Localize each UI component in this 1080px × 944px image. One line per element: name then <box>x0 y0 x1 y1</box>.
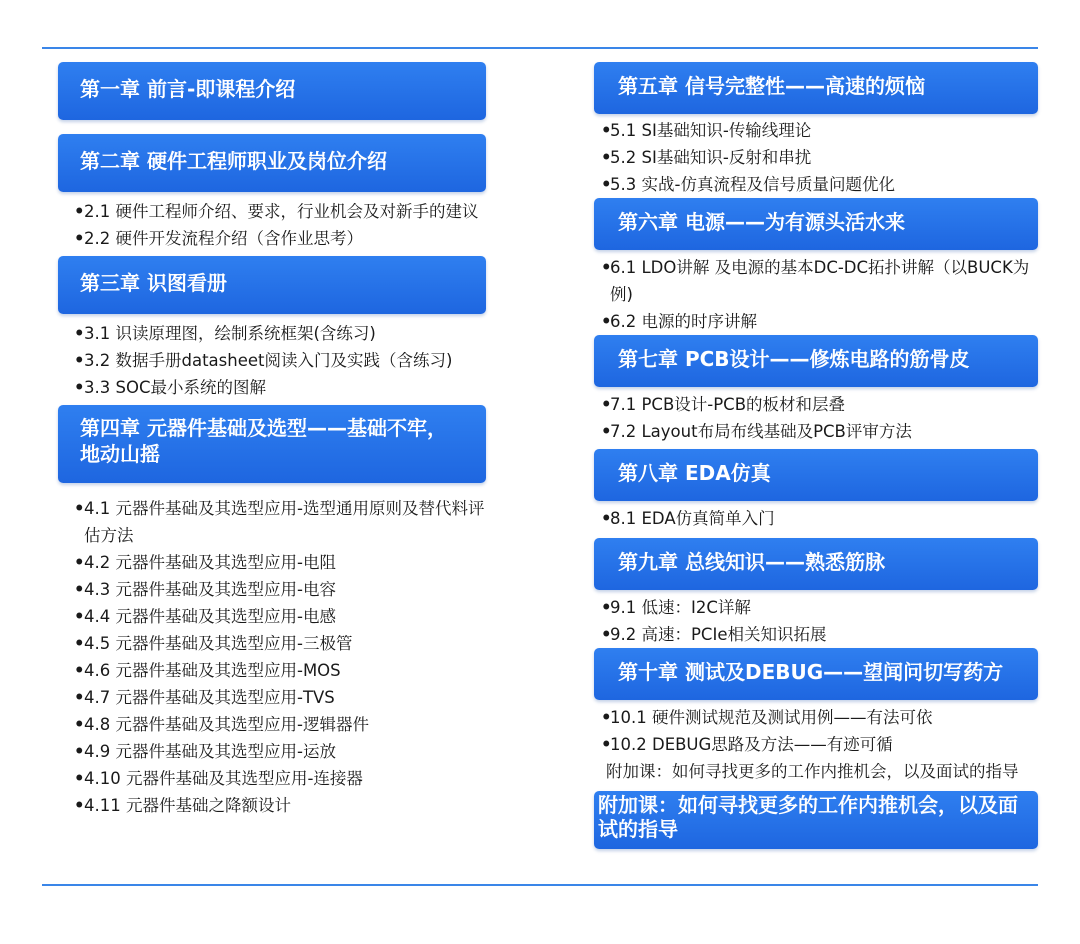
top-divider <box>42 47 1038 49</box>
chapter-7-header: 第七章 PCB设计——修炼电路的筋骨皮 <box>594 335 1038 387</box>
list-item: • 4.1 元器件基础及其选型应用-选型通用原则及替代料评估方法 <box>74 499 485 545</box>
list-item: • 4.11 元器件基础之降额设计 <box>74 796 291 815</box>
list-item: • 10.1 硬件测试规范及测试用例——有法可依 <box>601 708 933 727</box>
bottom-divider <box>42 884 1038 886</box>
bonus-lesson-note: 附加课：如何寻找更多的工作内推机会，以及面试的指导 <box>606 762 1019 781</box>
list-item: • 5.1 SI基础知识-传输线理论 <box>601 121 812 140</box>
list-item: • 6.2 电源的时序讲解 <box>601 312 757 331</box>
right-column <box>594 62 1038 849</box>
list-item: • 7.1 PCB设计-PCB的板材和层叠 <box>601 395 846 414</box>
list-item: • 9.2 高速：PCIe相关知识拓展 <box>601 625 827 644</box>
chapter-4-header: 第四章 元器件基础及选型——基础不牢，地动山摇 <box>58 405 486 483</box>
left-column <box>58 62 486 819</box>
list-item: • 4.2 元器件基础及其选型应用-电阻 <box>74 553 336 572</box>
chapter-1-header: 第一章 前言-即课程介绍 <box>58 62 486 120</box>
list-item: • 5.3 实战-仿真流程及信号质量问题优化 <box>601 175 895 194</box>
list-item: • 4.3 元器件基础及其选型应用-电容 <box>74 580 336 599</box>
chapter-5-list <box>594 117 1038 198</box>
list-item: • 5.2 SI基础知识-反射和串扰 <box>601 148 812 167</box>
list-item: • 4.7 元器件基础及其选型应用-TVS <box>74 688 335 707</box>
list-item: • 8.1 EDA仿真简单入门 <box>601 509 775 528</box>
list-item: • 3.1 识读原理图，绘制系统框架(含练习) <box>74 324 376 343</box>
chapter-8-header: 第八章 EDA仿真 <box>594 449 1038 501</box>
list-item: • 4.10 元器件基础及其选型应用-连接器 <box>74 769 363 788</box>
list-item: • 9.1 低速：I2C详解 <box>601 598 751 617</box>
list-item: • 4.5 元器件基础及其选型应用-三极管 <box>74 634 353 653</box>
list-item: • 2.2 硬件开发流程介绍（含作业思考） <box>74 229 363 248</box>
chapter-10-header: 第十章 测试及DEBUG——望闻问切写药方 <box>594 648 1038 700</box>
chapter-4-list <box>58 495 486 819</box>
list-item: • 4.8 元器件基础及其选型应用-逻辑器件 <box>74 715 369 734</box>
chapter-10-list <box>594 704 1038 758</box>
chapter-9-header: 第九章 总线知识——熟悉筋脉 <box>594 538 1038 590</box>
chapter-3-list <box>58 320 486 401</box>
chapter-8-list <box>594 505 1038 532</box>
list-item: • 10.2 DEBUG思路及方法——有迹可循 <box>601 735 893 754</box>
chapter-6-header: 第六章 电源——为有源头活水来 <box>594 198 1038 250</box>
chapter-5-header: 第五章 信号完整性——高速的烦恼 <box>594 62 1038 114</box>
list-item: • 4.4 元器件基础及其选型应用-电感 <box>74 607 336 626</box>
list-item: • 6.1 LDO讲解 及电源的基本DC-DC拓扑讲解（以BUCK为例) <box>601 258 1030 304</box>
list-item: • 4.9 元器件基础及其选型应用-运放 <box>74 742 336 761</box>
list-item: • 4.6 元器件基础及其选型应用-MOS <box>74 661 341 680</box>
chapter-2-header: 第二章 硬件工程师职业及岗位介绍 <box>58 134 486 192</box>
chapter-2-list <box>58 198 486 252</box>
bonus-lesson-header: 附加课：如何寻找更多的工作内推机会，以及面试的指导 <box>594 791 1038 849</box>
list-item: • 7.2 Layout布局布线基础及PCB评审方法 <box>601 422 912 441</box>
list-item: • 3.2 数据手册datasheet阅读入门及实践（含练习) <box>74 351 453 370</box>
chapter-3-header: 第三章 识图看册 <box>58 256 486 314</box>
chapter-6-list <box>594 254 1038 335</box>
list-item: • 2.1 硬件工程师介绍、要求，行业机会及对新手的建议 <box>74 202 479 221</box>
chapter-9-list <box>594 594 1038 648</box>
chapter-7-list <box>594 391 1038 445</box>
list-item: • 3.3 SOC最小系统的图解 <box>74 378 266 397</box>
